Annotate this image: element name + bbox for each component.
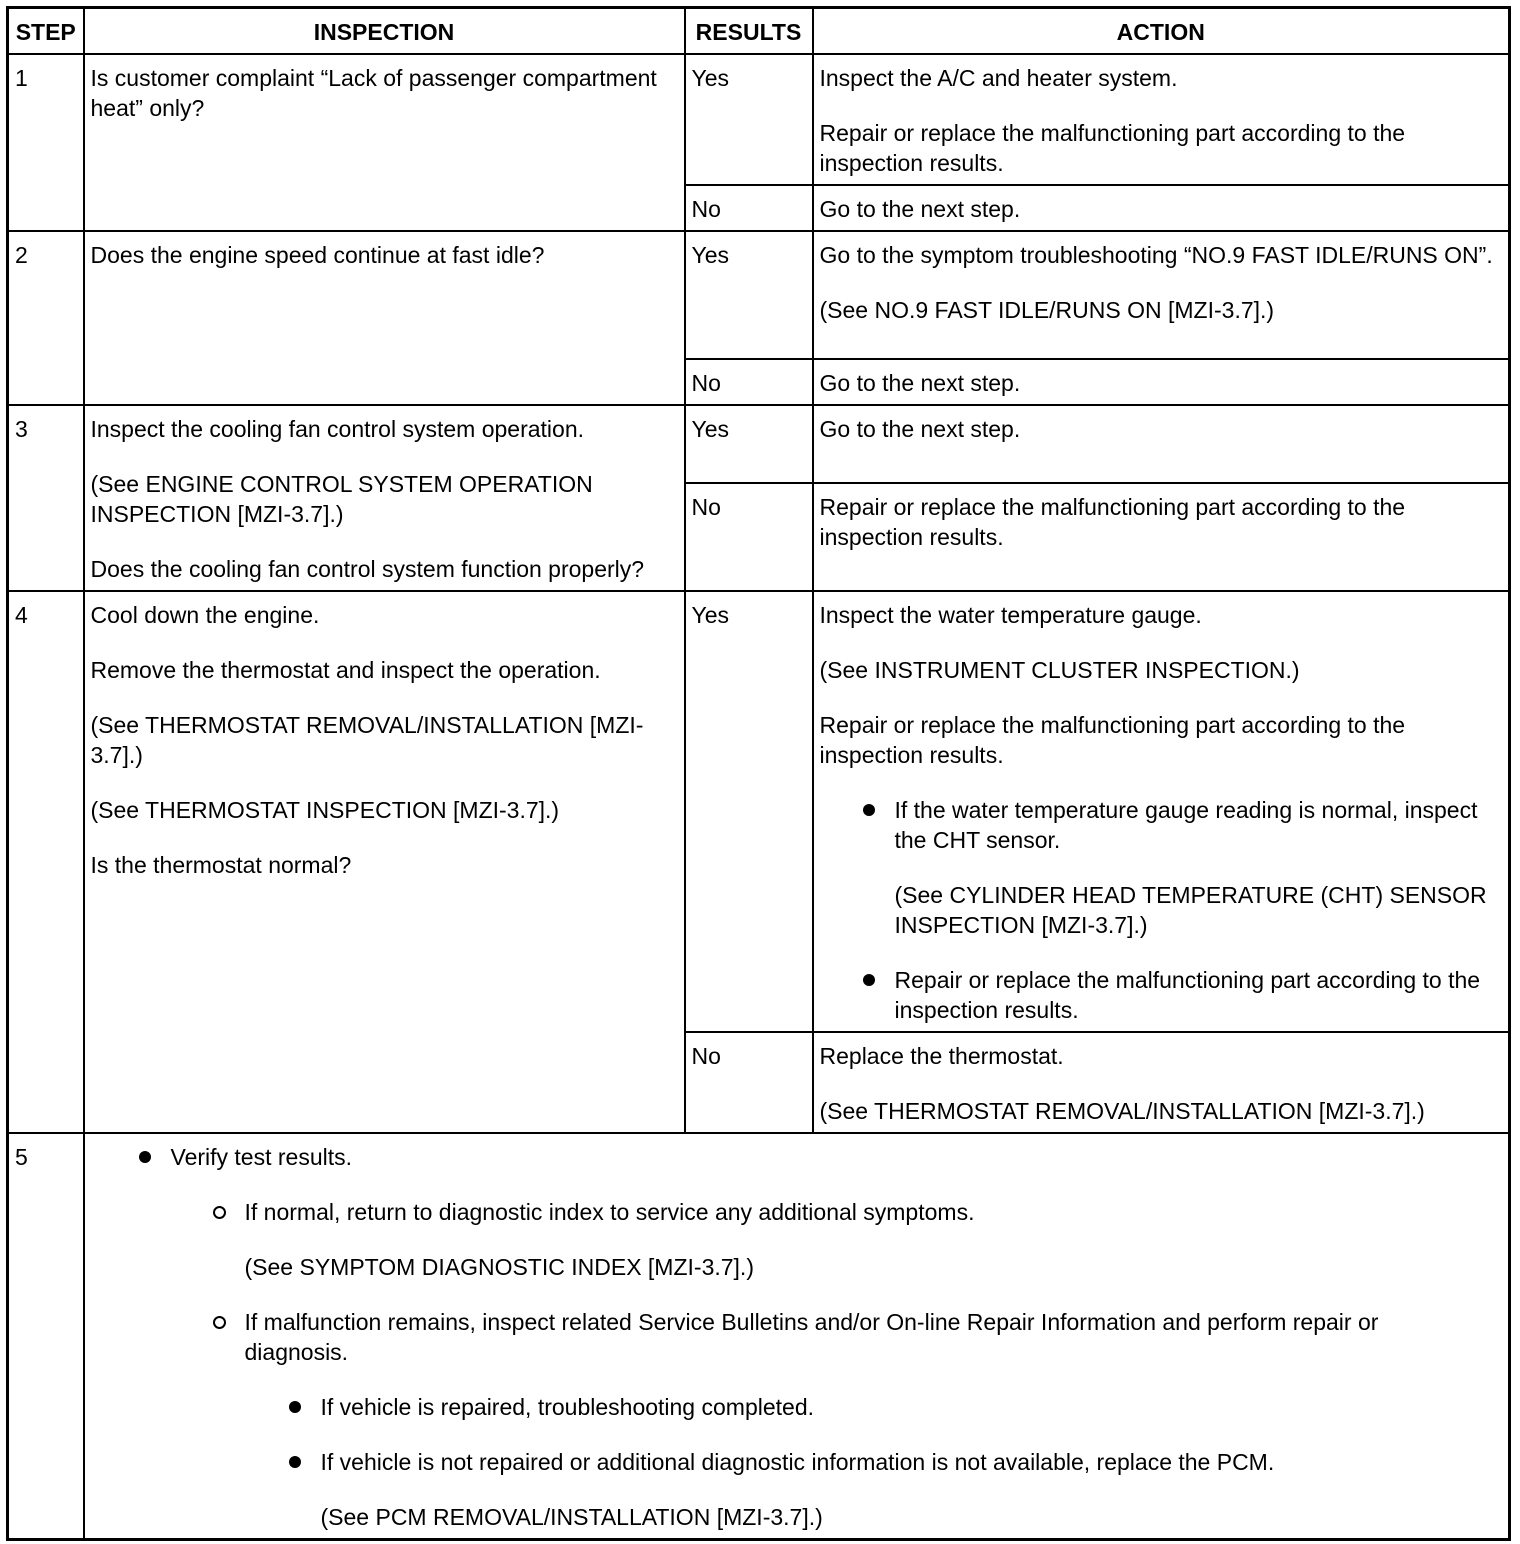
action-cell xyxy=(813,1032,1510,1133)
action-text: Go to the next step. xyxy=(819,196,1021,222)
inspection-text: Inspect the cooling fan control system operation. xyxy=(90,416,585,442)
bullet-continuation: (See CYLINDER HEAD TEMPERATURE (CHT) SENSOR INSPECTION [MZI-3.7].) xyxy=(894,882,1487,938)
inspection-text: Does the cooling fan control system function properly? xyxy=(90,556,645,582)
action-cell xyxy=(813,591,1510,1032)
inspection-text: (See THERMOSTAT INSPECTION [MZI-3.7].) xyxy=(90,797,560,823)
step-4-row-yes xyxy=(8,591,1510,1032)
action-text: Repair or replace the malfunctioning part according to the inspection results. xyxy=(819,712,1406,768)
action-cell xyxy=(813,231,1510,359)
action-text: Go to the symptom troubleshooting “NO.9 FAST IDLE/RUNS ON”. xyxy=(819,242,1493,268)
result-yes: Yes xyxy=(685,231,813,359)
header-inspection: INSPECTION xyxy=(84,8,685,55)
inspection-text: Remove the thermostat and inspect the operation. xyxy=(90,657,601,683)
action-text: Go to the next step. xyxy=(819,370,1021,396)
step-number: 5 xyxy=(8,1133,84,1540)
header-row xyxy=(8,8,1510,55)
action-text: Go to the next step. xyxy=(819,416,1021,442)
sub-sub-bullet-item: If vehicle is not repaired or additional diagnostic information is not available, replace the PCM. xyxy=(321,1447,1503,1477)
action-cell xyxy=(813,483,1510,591)
header-action: ACTION xyxy=(813,8,1510,55)
sub-bullet-item: If malfunction remains, inspect related Service Bulletins and/or On-line Repair Information and perform repair or diagnosis. xyxy=(245,1307,1443,1367)
result-yes: Yes xyxy=(685,54,813,185)
inspection-text: Is customer complaint “Lack of passenger compartment heat” only? xyxy=(90,65,657,121)
result-no: No xyxy=(685,359,813,405)
action-text: (See THERMOSTAT REMOVAL/INSTALLATION [MZI-3.7].) xyxy=(819,1098,1425,1124)
step-number: 1 xyxy=(8,54,84,231)
inspection-text: Is the thermostat normal? xyxy=(90,852,352,878)
step-number: 2 xyxy=(8,231,84,405)
action-text: Inspect the A/C and heater system. xyxy=(819,65,1178,91)
sub-sub-bullet-continuation: (See PCM REMOVAL/INSTALLATION [MZI-3.7].) xyxy=(320,1504,823,1530)
step-2-row-yes xyxy=(8,231,1510,359)
action-cell xyxy=(813,359,1510,405)
troubleshooting-table xyxy=(6,6,1511,1541)
action-text: Inspect the water temperature gauge. xyxy=(819,602,1202,628)
action-cell xyxy=(813,54,1510,185)
step-5-content xyxy=(84,1133,1510,1540)
step-inspection xyxy=(84,405,685,591)
sub-bullet-item: If normal, return to diagnostic index to service any additional symptoms. xyxy=(245,1197,1503,1227)
result-no: No xyxy=(685,185,813,231)
inspection-text: Does the engine speed continue at fast idle? xyxy=(90,242,545,268)
step-number: 4 xyxy=(8,591,84,1133)
action-text: Replace the thermostat. xyxy=(819,1043,1064,1069)
bullet-item: Repair or replace the malfunctioning part according to the inspection results. xyxy=(895,965,1503,1025)
step-3-row-yes xyxy=(8,405,1510,483)
inspection-text: Cool down the engine. xyxy=(90,602,320,628)
header-results: RESULTS xyxy=(685,8,813,55)
step-inspection xyxy=(84,591,685,1133)
bullet-item: If the water temperature gauge reading is normal, inspect the CHT sensor. xyxy=(895,795,1503,855)
sub-bullet-continuation: (See SYMPTOM DIAGNOSTIC INDEX [MZI-3.7].) xyxy=(244,1254,754,1280)
inspection-text: (See ENGINE CONTROL SYSTEM OPERATION INSPECTION [MZI-3.7].) xyxy=(90,471,593,527)
result-yes: Yes xyxy=(685,405,813,483)
action-text: (See INSTRUMENT CLUSTER INSPECTION.) xyxy=(819,657,1300,683)
result-no: No xyxy=(685,1032,813,1133)
bullet-item: Verify test results. xyxy=(171,1142,1503,1172)
result-no: No xyxy=(685,483,813,591)
header-step: STEP xyxy=(8,8,84,55)
step-number: 3 xyxy=(8,405,84,591)
action-text: (See NO.9 FAST IDLE/RUNS ON [MZI-3.7].) xyxy=(819,297,1275,323)
step-5-row xyxy=(8,1133,1510,1540)
action-text: Repair or replace the malfunctioning part according to the inspection results. xyxy=(819,120,1406,176)
step-inspection xyxy=(84,231,685,405)
action-text: Repair or replace the malfunctioning part according to the inspection results. xyxy=(819,494,1406,550)
result-yes: Yes xyxy=(685,591,813,1032)
action-cell xyxy=(813,185,1510,231)
step-inspection xyxy=(84,54,685,231)
sub-sub-bullet-item: If vehicle is repaired, troubleshooting completed. xyxy=(321,1392,1503,1422)
action-cell xyxy=(813,405,1510,483)
step-1-row-yes xyxy=(8,54,1510,185)
inspection-text: (See THERMOSTAT REMOVAL/INSTALLATION [MZI-3.7].) xyxy=(90,712,644,768)
